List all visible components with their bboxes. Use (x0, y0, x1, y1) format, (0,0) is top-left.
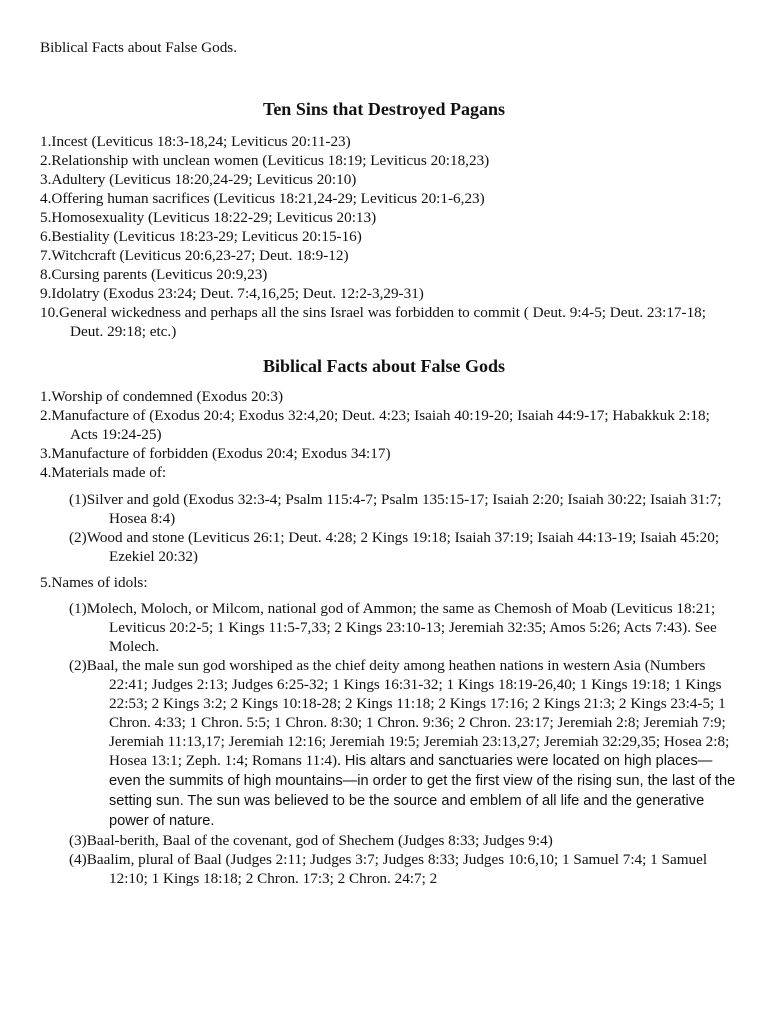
sublist-item (40, 831, 740, 850)
document-title: Biblical Facts about False Gods. (40, 39, 237, 56)
list-item: 1.Worship of condemned (Exodus 20:3) (40, 388, 283, 405)
list-item: 8.Cursing parents (Leviticus 20:9,23) (40, 266, 268, 283)
list-item: 6.Bestiality (Leviticus 18:23-29; Leviticus 20:15-16) (40, 228, 362, 245)
false-gods-list (40, 387, 740, 482)
sublist-item-text: (2)Baal, the male sun god worshiped as the chief deity among heathen nations in western Asia (Numbers 22:41; Judges 2:13; Judges 6:25-32; 1 Kings 16:31-32; 1 Kings 18:19-26,40; 1 Kings 19:18; 1 Kings 22:53; 2 Kings 3:2; 2 Kings 10:18-28; 2 Kings 11:18; 2 Kings 17:16; 2 Kings 21:3; 2 Kings 23:4-5; 1 Chron. 4:33; 1 Chron. 5:5; 1 Chron. 8:30; 1 Chron. 9:36; 2 Chron. 23:17; Jeremiah 2:8; Jeremiah 7:9; Jeremiah 11:13,17; Jeremiah 12:16; Jeremiah 19:5; Jeremiah 23:13,27; Jeremiah 32:29,35; Hosea 2:8; Hosea 13:1; Zeph. 1:4; Romans 11:4). (69, 657, 730, 769)
list-item: 3.Manufacture of forbidden (Exodus 20:4; Exodus 34:17) (40, 445, 391, 462)
list-item: 4.Materials made of: (40, 464, 167, 481)
list-item: 5.Homosexuality (Leviticus 18:22-29; Leviticus 20:13) (40, 209, 377, 226)
sublist-item (40, 656, 740, 831)
list-item: 7.Witchcraft (Leviticus 20:6,23-27; Deut. 18:9-12) (40, 247, 349, 264)
sublist-item-text: (3)Baal-berith, Baal of the covenant, god of Shechem (Judges 8:33; Judges 9:4) (69, 832, 553, 849)
list-item: 2.Manufacture of (Exodus 20:4; Exodus 32:4,20; Deut. 4:23; Isaiah 40:19-20; Isaiah 44:9-17; Habakkuk 2:18; Acts 19:24-25) (40, 407, 710, 443)
sublist-item-text: (4)Baalim, plural of Baal (Judges 2:11; Judges 3:7; Judges 8:33; Judges 10:6,10; 1 Samuel 7:4; 1 Samuel 12:10; 1 Kings 18:18; 2 Chron. 17:3; 2 Chron. 24:7; 2 (69, 851, 708, 887)
section-heading-false-gods: Biblical Facts about False Gods (262, 356, 505, 376)
sublist-item (40, 850, 740, 888)
list-item: 10.General wickedness and perhaps all the sins Israel was forbidden to commit ( Deut. 9:4-5; Deut. 23:17-18; Deut. 29:18; etc.) (40, 304, 706, 340)
sublist-item-description: His altars and sanctuaries were located on high places—even the summits of high mountains—in order to get the first view of the rising sun, the last of the setting sun. The sun was believed to be the source and emblem of all life and the generative power of nature. (109, 753, 736, 829)
list-item: 3.Adultery (Leviticus 18:20,24-29; Leviticus 20:10) (40, 171, 357, 188)
list-item: 2.Relationship with unclean women (Leviticus 18:19; Leviticus 20:18,23) (40, 152, 490, 169)
sublist-item: (2)Wood and stone (Leviticus 26:1; Deut. 4:28; 2 Kings 19:18; Isaiah 37:19; Isaiah 44:13-19; Isaiah 45:20; Ezekiel 20:32) (69, 529, 720, 565)
ten-sins-list (40, 132, 740, 341)
materials-sublist (40, 490, 740, 566)
sublist-item-text: (1)Molech, Moloch, or Milcom, national god of Ammon; the same as Chemosh of Moab (Leviticus 18:21; Leviticus 20:2-5; 1 Kings 11:5-7,33; 2 Kings 23:10-13; Jeremiah 32:35; Amos 5:26; Acts 7:43). See Molech. (69, 600, 717, 655)
sublist-item: (1)Silver and gold (Exodus 32:3-4; Psalm 115:4-7; Psalm 135:15-17; Isaiah 2:20; Isaiah 30:22; Isaiah 31:7; Hosea 8:4) (69, 491, 722, 527)
list-item: 4.Offering human sacrifices (Leviticus 18:21,24-29; Leviticus 20:1-6,23) (40, 190, 485, 207)
list-item: 9.Idolatry (Exodus 23:24; Deut. 7:4,16,25; Deut. 12:2-3,29-31) (40, 285, 424, 302)
idol-names-sublist (40, 599, 740, 888)
section-heading-ten-sins: Ten Sins that Destroyed Pagans (262, 99, 506, 119)
names-of-idols-label: 5.Names of idols: (40, 574, 148, 591)
sublist-item (40, 599, 740, 656)
list-item: 1.Incest (Leviticus 18:3-18,24; Leviticus 20:11-23) (40, 133, 351, 150)
